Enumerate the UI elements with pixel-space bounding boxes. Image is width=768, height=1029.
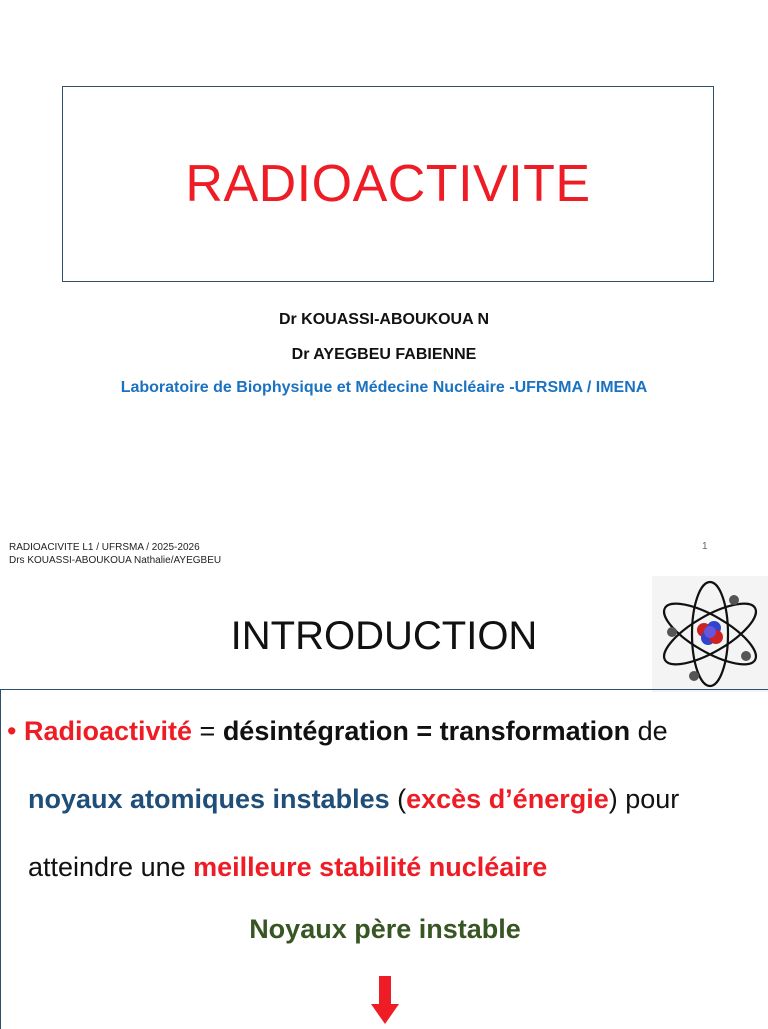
- slide-footer: [9, 541, 221, 567]
- lab-affiliation: Laboratoire de Biophysique et Médecine Nucléaire -UFRSMA / IMENA: [120, 379, 648, 396]
- title-box: [62, 86, 714, 282]
- slide-introduction: [0, 576, 768, 1024]
- noyaux-pere: Noyaux père instable: [249, 914, 521, 944]
- author-1: Dr KOUASSI-ABOUKOUA N: [278, 311, 490, 328]
- slide-title-text: RADIOACTIVITE: [185, 155, 591, 213]
- term-noyaux: noyaux atomiques instables: [28, 784, 390, 814]
- term-meilleure: meilleure stabilité nucléaire: [193, 852, 548, 882]
- content-line-3: [28, 852, 547, 883]
- content-line-2: [28, 784, 679, 815]
- bullet: •: [7, 716, 17, 746]
- term-radioactivite: Radioactivité: [23, 716, 193, 746]
- atom-icon: [652, 576, 768, 692]
- paren-open: (: [389, 784, 407, 814]
- page-number: 1: [702, 541, 708, 552]
- text-pour: ) pour: [608, 784, 680, 814]
- author-2: Dr AYEGBEU FABIENNE: [291, 346, 477, 363]
- term-desintegration: désintégration = transformation: [222, 716, 631, 746]
- text-de: de: [630, 716, 668, 746]
- down-arrow-icon: [371, 976, 399, 1024]
- footer-line-2: Drs KOUASSI-ABOUKOUA Nathalie/AYEGBEU: [9, 555, 222, 566]
- content-line-1: [7, 716, 668, 747]
- term-exces: excès d’énergie: [406, 784, 609, 814]
- equals-sign: =: [192, 716, 223, 746]
- footer-line-1: RADIOACIVITE L1 / UFRSMA / 2025-2026: [9, 542, 200, 553]
- text-atteindre: atteindre une: [28, 852, 194, 882]
- intro-title: INTRODUCTION: [230, 614, 538, 658]
